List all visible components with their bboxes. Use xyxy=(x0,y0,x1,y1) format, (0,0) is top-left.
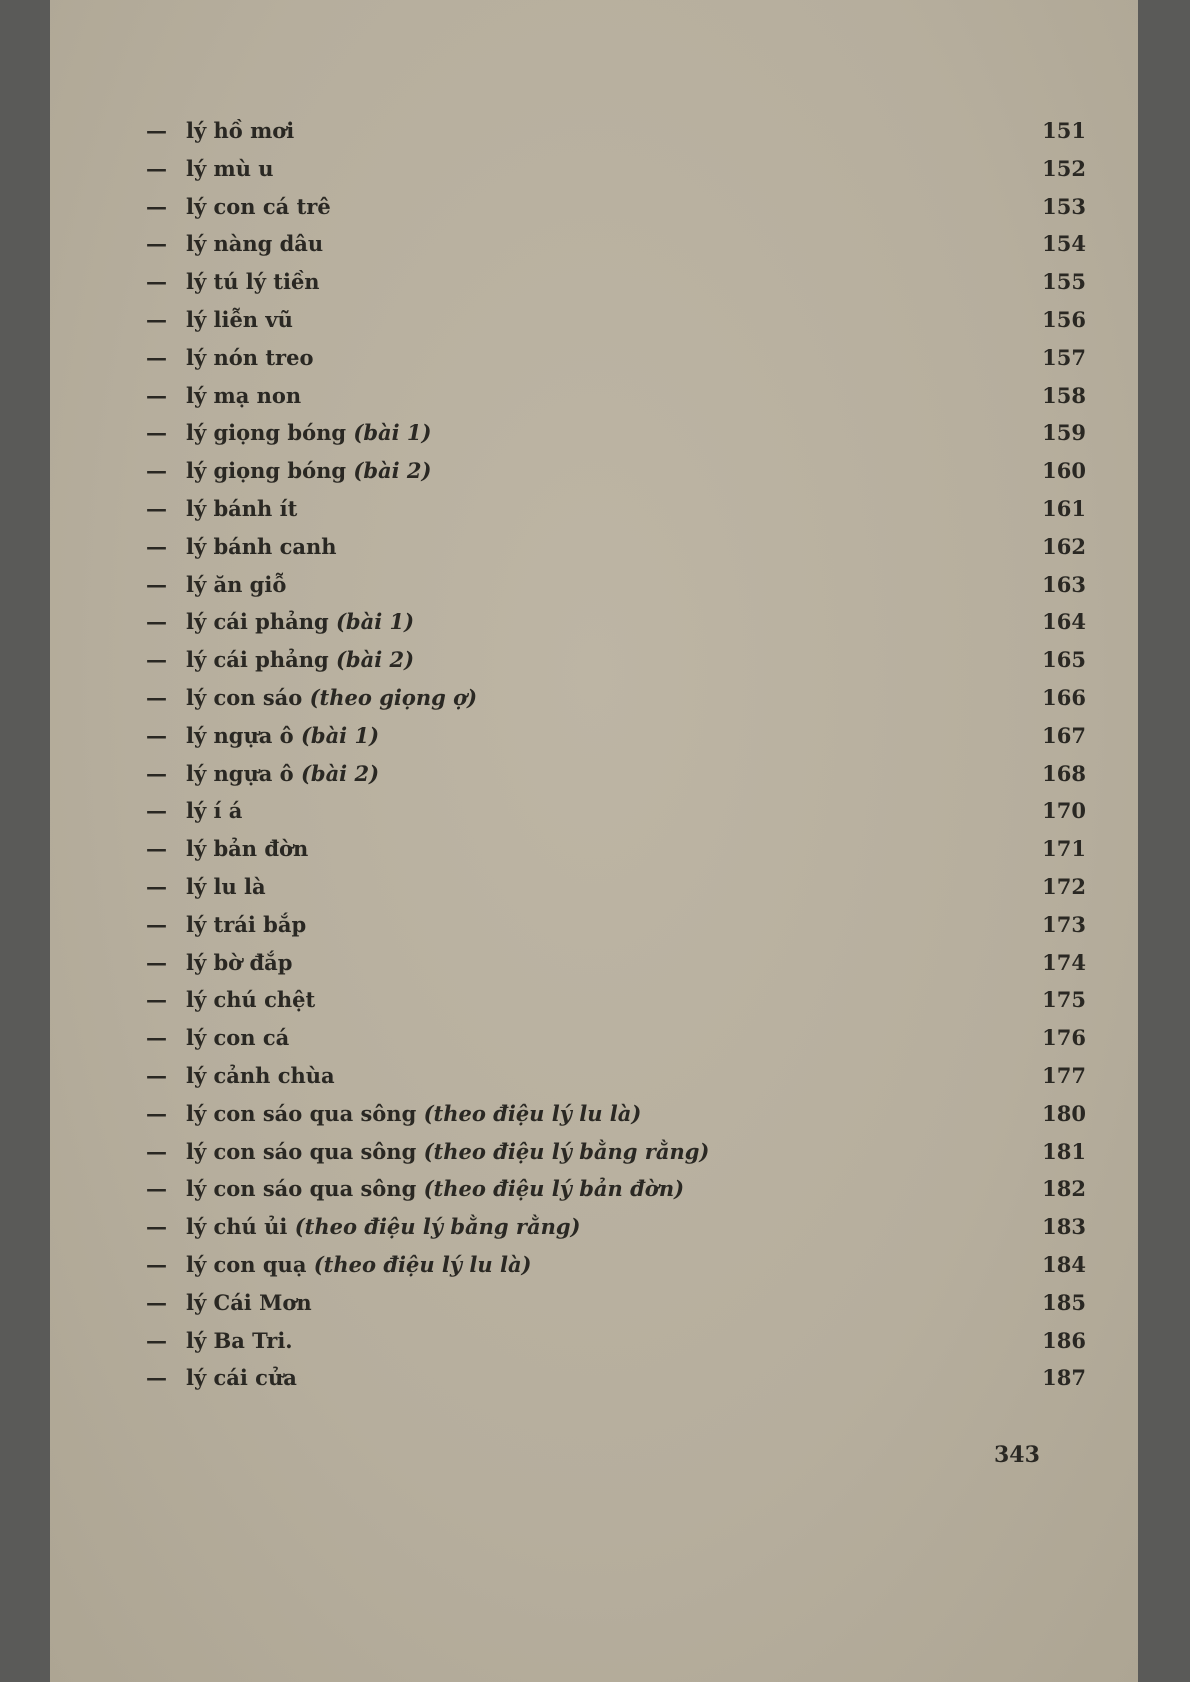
toc-entry xyxy=(146,1284,1086,1322)
entry-page-number: 153 xyxy=(1042,193,1086,219)
entry-title: lý giọng bóng xyxy=(186,420,347,446)
entry-page-number: 155 xyxy=(1042,269,1086,295)
entry-dash: — xyxy=(146,1289,167,1315)
entry-dash: — xyxy=(146,1251,167,1277)
toc-entry xyxy=(146,339,1086,377)
entry-note: (theo điệu lý lu là) xyxy=(313,1251,532,1277)
entry-page-number: 158 xyxy=(1042,382,1086,408)
entry-dash: — xyxy=(146,155,167,181)
entry-title: lý con sáo qua sông xyxy=(186,1138,417,1164)
entry-dash: — xyxy=(146,1100,167,1126)
entry-dash: — xyxy=(146,571,167,597)
toc-entry xyxy=(146,263,1086,301)
entry-dash: — xyxy=(146,609,167,635)
toc-entry xyxy=(146,1359,1086,1397)
entry-page-number: 184 xyxy=(1042,1251,1086,1277)
entry-page-number: 176 xyxy=(1042,1025,1086,1051)
toc-entry xyxy=(146,792,1086,830)
entry-page-number: 171 xyxy=(1042,836,1086,862)
entry-note: (bài 1) xyxy=(353,420,432,446)
toc-entry xyxy=(146,981,1086,1019)
entry-title: lý chú chệt xyxy=(186,987,316,1013)
entry-dash: — xyxy=(146,1176,167,1202)
entry-page-number: 157 xyxy=(1042,344,1086,370)
entry-title: lý nón treo xyxy=(186,344,314,370)
toc-entry xyxy=(146,528,1086,566)
entry-page-number: 181 xyxy=(1042,1138,1086,1164)
entry-dash: — xyxy=(146,722,167,748)
toc-entry xyxy=(146,868,1086,906)
toc-entry xyxy=(146,906,1086,944)
entry-dash: — xyxy=(146,306,167,332)
toc-entry xyxy=(146,377,1086,415)
entry-title: lý con sáo xyxy=(186,684,303,710)
entry-title: lý bánh ít xyxy=(186,495,298,521)
toc-entry xyxy=(146,566,1086,604)
entry-dash: — xyxy=(146,1214,167,1240)
toc-entry xyxy=(146,1095,1086,1133)
entry-dash: — xyxy=(146,1138,167,1164)
toc-entry xyxy=(146,944,1086,982)
toc-entry xyxy=(146,414,1086,452)
entry-page-number: 167 xyxy=(1042,722,1086,748)
entry-page-number: 174 xyxy=(1042,949,1086,975)
toc-entry xyxy=(146,717,1086,755)
entry-title: lý í á xyxy=(186,798,243,824)
entry-dash: — xyxy=(146,760,167,786)
entry-note: (theo điệu lý lu là) xyxy=(423,1100,642,1126)
toc-entry xyxy=(146,679,1086,717)
toc-entry xyxy=(146,603,1086,641)
entry-dash: — xyxy=(146,1327,167,1353)
entry-title: lý con cá xyxy=(186,1025,290,1051)
entry-title: lý ngựa ô xyxy=(186,760,294,786)
entry-note: (bài 1) xyxy=(300,722,380,748)
entry-title: lý giọng bóng xyxy=(186,458,347,484)
toc-entry xyxy=(146,452,1086,490)
toc-entry xyxy=(146,830,1086,868)
entry-page-number: 177 xyxy=(1042,1062,1086,1088)
entry-title: lý con quạ xyxy=(186,1251,307,1277)
entry-title: lý ngựa ô xyxy=(186,722,294,748)
entry-title: lý bờ đắp xyxy=(186,949,293,975)
entry-dash: — xyxy=(146,1365,167,1391)
entry-note: (bài 2) xyxy=(353,458,432,484)
entry-title: lý nàng dâu xyxy=(186,231,324,257)
entry-title: lý chú ủi xyxy=(186,1214,288,1240)
entry-title: lý cảnh chùa xyxy=(186,1062,335,1088)
entry-page-number: 161 xyxy=(1042,495,1086,521)
entry-note: (theo điệu lý bằng rằng) xyxy=(423,1138,710,1164)
entry-dash: — xyxy=(146,647,167,673)
entry-dash: — xyxy=(146,458,167,484)
entry-note: (theo điệu lý bằng rằng) xyxy=(294,1214,581,1240)
entry-page-number: 152 xyxy=(1042,155,1086,181)
entry-title: lý con cá trê xyxy=(186,193,331,219)
entry-page-number: 163 xyxy=(1042,571,1086,597)
table-of-contents xyxy=(146,112,1086,1397)
book-page xyxy=(50,0,1138,1682)
entry-title: lý liễn vũ xyxy=(186,306,293,332)
entry-dash: — xyxy=(146,269,167,295)
toc-entry xyxy=(146,225,1086,263)
toc-entry xyxy=(146,490,1086,528)
page-number: 343 xyxy=(994,1442,1040,1468)
entry-page-number: 164 xyxy=(1042,609,1086,635)
entry-page-number: 170 xyxy=(1042,798,1086,824)
entry-title: lý hồ mơi xyxy=(186,118,295,143)
entry-title: lý mạ non xyxy=(186,382,302,408)
entry-note: (bài 2) xyxy=(336,647,415,673)
entry-dash: — xyxy=(146,873,167,899)
toc-entry xyxy=(146,112,1086,150)
entry-page-number: 182 xyxy=(1042,1176,1086,1202)
entry-page-number: 160 xyxy=(1042,458,1086,484)
toc-entry xyxy=(146,1246,1086,1284)
entry-dash: — xyxy=(146,684,167,710)
entry-title: lý con sáo qua sông xyxy=(186,1100,417,1126)
entry-page-number: 186 xyxy=(1042,1327,1086,1353)
entry-dash: — xyxy=(146,836,167,862)
entry-dash: — xyxy=(146,344,167,370)
entry-page-number: 180 xyxy=(1042,1100,1086,1126)
toc-entry xyxy=(146,755,1086,793)
entry-page-number: 156 xyxy=(1042,306,1086,332)
toc-entry xyxy=(146,1208,1086,1246)
entry-title: lý lu là xyxy=(186,873,266,899)
entry-page-number: 162 xyxy=(1042,533,1086,559)
entry-title: lý cái cửa xyxy=(186,1365,297,1391)
entry-page-number: 168 xyxy=(1042,760,1086,786)
entry-title: lý cái phảng xyxy=(186,647,329,673)
entry-page-number: 159 xyxy=(1042,420,1086,446)
toc-entry xyxy=(146,188,1086,226)
entry-title: lý bánh canh xyxy=(186,533,337,559)
entry-page-number: 185 xyxy=(1042,1289,1086,1315)
toc-entry xyxy=(146,1133,1086,1171)
entry-page-number: 183 xyxy=(1042,1214,1086,1240)
entry-dash: — xyxy=(146,911,167,937)
toc-entry xyxy=(146,1170,1086,1208)
entry-note: (theo điệu lý bản đờn) xyxy=(423,1176,685,1202)
entry-title: lý ăn giỗ xyxy=(186,571,287,597)
entry-dash: — xyxy=(146,495,167,521)
entry-title: lý trái bắp xyxy=(186,911,307,937)
entry-page-number: 187 xyxy=(1042,1365,1086,1391)
toc-entry xyxy=(146,1019,1086,1057)
entry-page-number: 154 xyxy=(1042,231,1086,257)
entry-dash: — xyxy=(146,949,167,975)
entry-page-number: 172 xyxy=(1042,873,1086,899)
entry-dash: — xyxy=(146,382,167,408)
entry-title: lý tú lý tiền xyxy=(186,269,320,295)
entry-dash: — xyxy=(146,193,167,219)
entry-page-number: 151 xyxy=(1042,118,1086,143)
entry-dash: — xyxy=(146,231,167,257)
entry-page-number: 165 xyxy=(1042,647,1086,673)
toc-entry xyxy=(146,1057,1086,1095)
entry-page-number: 173 xyxy=(1042,911,1086,937)
entry-dash: — xyxy=(146,798,167,824)
entry-dash: — xyxy=(146,533,167,559)
entry-note: (bài 2) xyxy=(300,760,380,786)
entry-title: lý con sáo qua sông xyxy=(186,1176,417,1202)
entry-note: (theo giọng ợ) xyxy=(309,684,478,710)
entry-page-number: 175 xyxy=(1042,987,1086,1013)
entry-dash: — xyxy=(146,118,167,143)
entry-title: lý bản đờn xyxy=(186,836,309,862)
entry-note: (bài 1) xyxy=(336,609,415,635)
toc-entry xyxy=(146,301,1086,339)
entry-title: lý Ba Tri. xyxy=(186,1327,293,1353)
entry-dash: — xyxy=(146,420,167,446)
toc-entry xyxy=(146,1322,1086,1360)
entry-dash: — xyxy=(146,1062,167,1088)
entry-title: lý Cái Mơn xyxy=(186,1289,312,1315)
entry-dash: — xyxy=(146,1025,167,1051)
entry-dash: — xyxy=(146,987,167,1013)
toc-entry xyxy=(146,150,1086,188)
entry-page-number: 166 xyxy=(1042,684,1086,710)
entry-title: lý cái phảng xyxy=(186,609,329,635)
entry-title: lý mù u xyxy=(186,155,274,181)
toc-entry xyxy=(146,641,1086,679)
